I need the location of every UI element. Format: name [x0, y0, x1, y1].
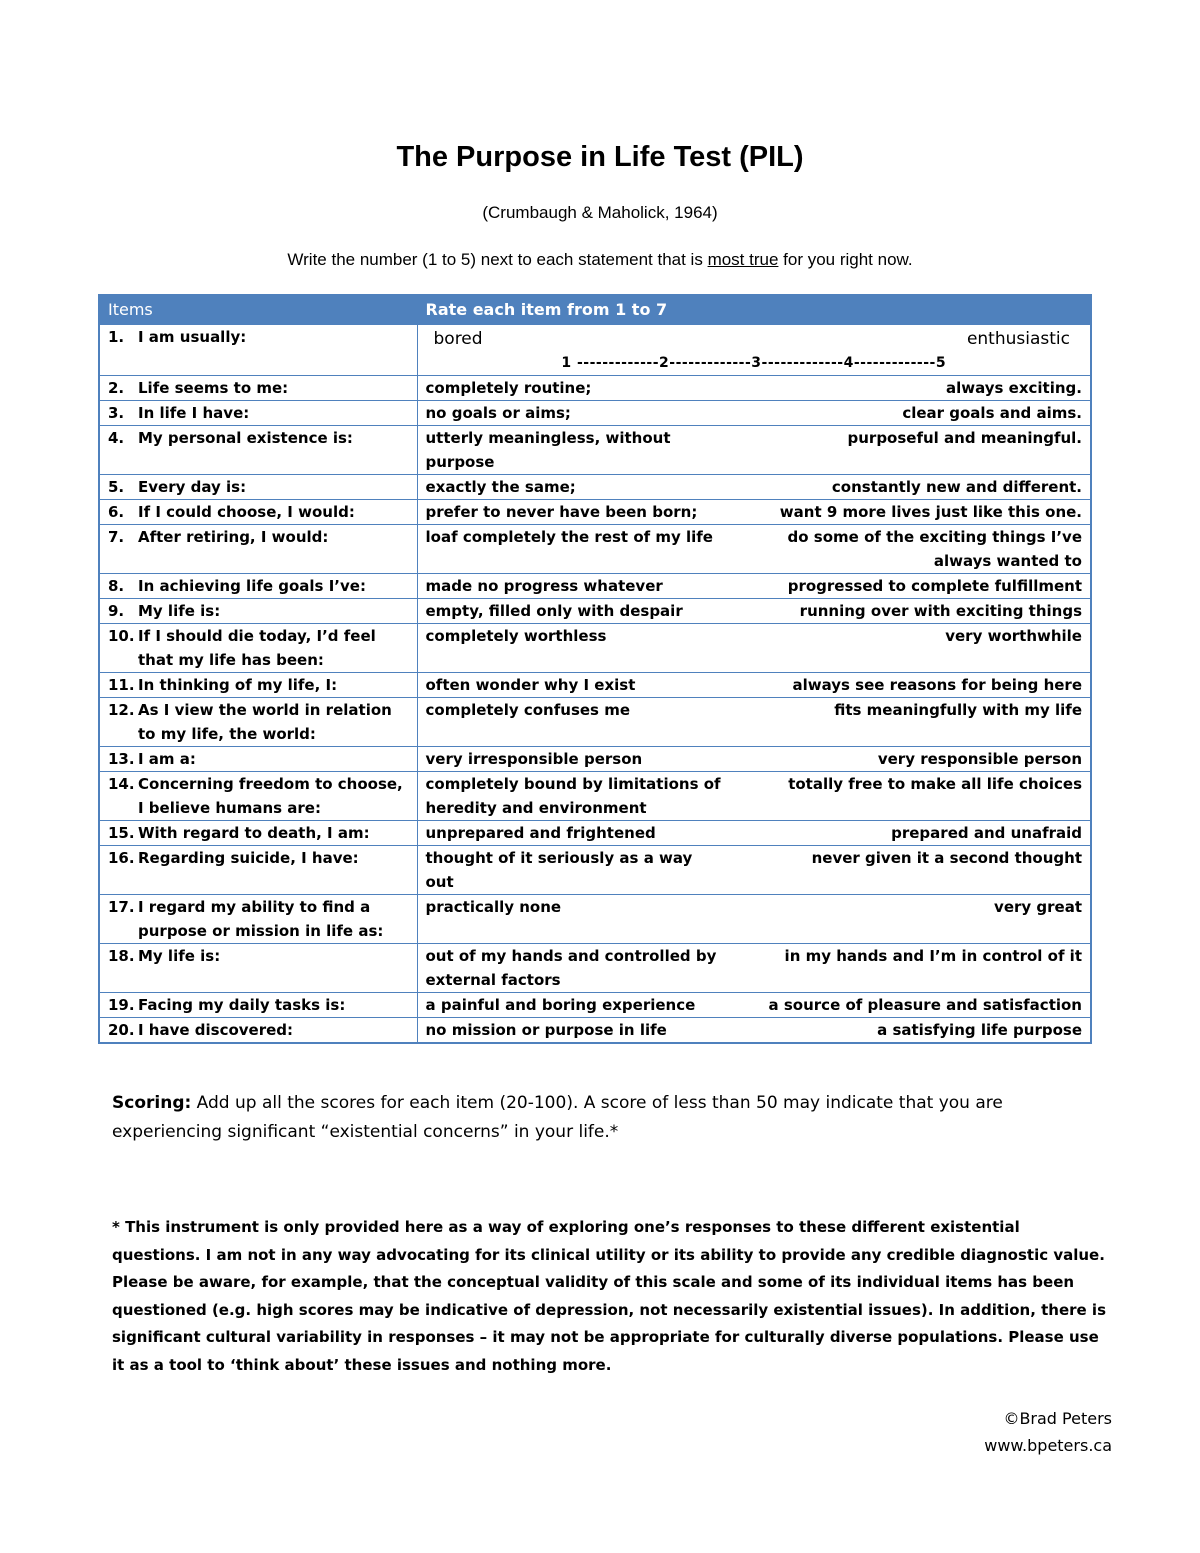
item-cell	[99, 599, 417, 624]
item-text: Every day is:	[138, 478, 247, 496]
table-row	[99, 895, 1091, 944]
item-number: 1.	[108, 328, 125, 346]
low-anchor: unprepared and frightened	[425, 824, 656, 842]
low-anchor: completely routine;	[425, 379, 592, 397]
header-rate: Rate each item from 1 to 7	[417, 295, 1091, 325]
item-number: 17.	[108, 898, 135, 916]
table-row	[99, 821, 1091, 846]
scoring-label: Scoring:	[112, 1093, 192, 1113]
item-cell	[99, 944, 417, 993]
item-text: I am usually:	[138, 328, 247, 346]
instruction-emphasis: most true	[707, 250, 779, 269]
item-text: In life I have:	[138, 404, 250, 422]
item-number: 18.	[108, 947, 135, 965]
rating-cell	[417, 944, 1091, 993]
item-cell	[99, 1018, 417, 1044]
rating-cell	[417, 993, 1091, 1018]
citation: (Crumbaugh & Maholick, 1964)	[482, 203, 718, 222]
low-anchor: completely bound by limitations of heredity and environment	[425, 775, 721, 817]
rating-cell	[417, 426, 1091, 475]
high-anchor: a satisfying life purpose	[877, 1021, 1082, 1039]
rating-cell	[417, 846, 1091, 895]
table-row	[99, 599, 1091, 624]
table-row	[99, 1018, 1091, 1044]
high-anchor: very worthwhile	[945, 627, 1082, 645]
table-row	[99, 574, 1091, 599]
rating-cell	[417, 574, 1091, 599]
item-cell	[99, 624, 417, 673]
rating-cell	[417, 772, 1091, 821]
rating-scale: 1 -------------2-------------3-------------4-------------5	[561, 355, 947, 371]
item-number: 4.	[108, 429, 125, 447]
item-number: 8.	[108, 577, 125, 595]
website-link[interactable]: www.bpeters.ca	[984, 1436, 1112, 1455]
item-text: If I could choose, I would:	[138, 503, 355, 521]
low-anchor: made no progress whatever	[425, 577, 663, 595]
high-anchor: always see reasons for being here	[792, 676, 1082, 694]
low-anchor: utterly meaningless, without purpose	[425, 429, 671, 471]
item-cell	[99, 993, 417, 1018]
instruction-before: Write the number (1 to 5) next to each statement that is	[287, 250, 708, 269]
item-cell	[99, 376, 417, 401]
rating-cell	[417, 895, 1091, 944]
item-cell	[99, 747, 417, 772]
high-anchor: very great	[994, 898, 1082, 916]
high-anchor: totally free to make all life choices	[788, 775, 1082, 793]
footer	[900, 1405, 1112, 1459]
rating-cell	[417, 821, 1091, 846]
item-text: Concerning freedom to choose, I believe humans are:	[138, 775, 403, 817]
rating-cell	[417, 698, 1091, 747]
low-anchor: prefer to never have been born;	[425, 503, 698, 521]
page-title: The Purpose in Life Test (PIL)	[396, 141, 804, 173]
rating-cell	[417, 325, 1091, 376]
item-text: In achieving life goals I’ve:	[138, 577, 366, 595]
high-anchor: never given it a second thought	[811, 849, 1082, 867]
item-number: 5.	[108, 478, 125, 496]
rating-cell	[417, 500, 1091, 525]
high-anchor: a source of pleasure and satisfaction	[768, 996, 1082, 1014]
low-anchor: practically none	[425, 898, 562, 916]
rating-cell	[417, 525, 1091, 574]
rating-cell	[417, 673, 1091, 698]
copyright: ©Brad Peters	[1003, 1409, 1112, 1428]
high-anchor: do some of the exciting things I’ve always wanted to	[787, 528, 1082, 570]
high-anchor: running over with exciting things	[799, 602, 1082, 620]
low-anchor: no goals or aims;	[425, 404, 571, 422]
item-text: As I view the world in relation to my life, the world:	[138, 701, 392, 743]
item-number: 11.	[108, 676, 135, 694]
header-items: Items	[99, 295, 417, 325]
table-row	[99, 376, 1091, 401]
item-number: 6.	[108, 503, 125, 521]
item-text: My life is:	[138, 602, 221, 620]
table-row	[99, 426, 1091, 475]
instruction	[0, 250, 1200, 270]
item-cell	[99, 821, 417, 846]
table-row	[99, 525, 1091, 574]
item-text: I have discovered:	[138, 1021, 294, 1039]
item-text: After retiring, I would:	[138, 528, 329, 546]
item-text: I regard my ability to find a purpose or mission in life as:	[138, 898, 384, 940]
table-row	[99, 475, 1091, 500]
item-cell	[99, 525, 417, 574]
item-number: 9.	[108, 602, 125, 620]
low-anchor: empty, filled only with despair	[425, 602, 683, 620]
low-anchor: completely worthless	[425, 627, 607, 645]
table-row	[99, 772, 1091, 821]
disclaimer: * This instrument is only provided here as a way of exploring one’s responses to these different existential questions. I am not in any way advocating for its clinical utility or its ability to provide any credible diagnostic value. Please be aware, for example, that the conceptual validity of this scale and some of its individual items has been questioned (e.g. high scores may be indicative of depression, not necessarily existential issues). In addition, there is significant cultural variability in responses – it may not be appropriate for culturally diverse populations. Please use it as a tool to ‘think about’ these issues and nothing more.	[112, 1218, 1106, 1374]
item-number: 12.	[108, 701, 135, 719]
item-text: I am a:	[138, 750, 196, 768]
high-anchor: prepared and unafraid	[891, 824, 1082, 842]
table-row	[99, 698, 1091, 747]
rating-cell	[417, 624, 1091, 673]
item-cell	[99, 673, 417, 698]
item-text: With regard to death, I am:	[138, 824, 370, 842]
low-anchor: no mission or purpose in life	[425, 1021, 667, 1039]
low-anchor: exactly the same;	[425, 478, 576, 496]
low-anchor: very irresponsible person	[425, 750, 643, 768]
table-row	[99, 673, 1091, 698]
low-anchor: out of my hands and controlled by external factors	[425, 947, 717, 989]
item-cell	[99, 574, 417, 599]
item-text: Regarding suicide, I have:	[138, 849, 359, 867]
item-number: 20.	[108, 1021, 135, 1039]
item-cell	[99, 426, 417, 475]
rating-cell	[417, 747, 1091, 772]
table-row	[99, 325, 1091, 376]
rating-cell	[417, 475, 1091, 500]
item-cell	[99, 475, 417, 500]
item-text: In thinking of my life, I:	[138, 676, 338, 694]
rating-cell	[417, 401, 1091, 426]
item-text: If I should die today, I’d feel that my life has been:	[138, 627, 376, 669]
item-number: 7.	[108, 528, 125, 546]
high-anchor: always exciting.	[945, 379, 1082, 397]
low-anchor: loaf completely the rest of my life	[425, 528, 713, 546]
table-row	[99, 993, 1091, 1018]
high-anchor: constantly new and different.	[831, 478, 1082, 496]
item-text: My personal existence is:	[138, 429, 353, 447]
rating-cell	[417, 599, 1091, 624]
item-cell	[99, 772, 417, 821]
item-text: Facing my daily tasks is:	[138, 996, 346, 1014]
high-anchor: in my hands and I’m in control of it	[784, 947, 1082, 965]
low-anchor: completely confuses me	[425, 701, 630, 719]
low-anchor: a painful and boring experience	[425, 996, 696, 1014]
item-cell	[99, 500, 417, 525]
scale-low-label: bored	[433, 329, 483, 349]
scale-high-label: enthusiastic	[966, 329, 1070, 349]
item-cell	[99, 846, 417, 895]
high-anchor: progressed to complete fulfillment	[787, 577, 1082, 595]
pil-table	[98, 294, 1092, 1044]
item-text: My life is:	[138, 947, 221, 965]
high-anchor: fits meaningfully with my life	[834, 701, 1082, 719]
item-number: 3.	[108, 404, 125, 422]
table-header-row	[99, 295, 1091, 325]
table-row	[99, 747, 1091, 772]
scoring-note	[112, 1089, 1112, 1147]
rating-cell	[417, 376, 1091, 401]
table-row	[99, 846, 1091, 895]
item-number: 14.	[108, 775, 135, 793]
item-cell	[99, 895, 417, 944]
item-number: 15.	[108, 824, 135, 842]
high-anchor: very responsible person	[877, 750, 1082, 768]
item-number: 19.	[108, 996, 135, 1014]
item-cell	[99, 401, 417, 426]
item-number: 16.	[108, 849, 135, 867]
item-number: 13.	[108, 750, 135, 768]
scoring-text: Add up all the scores for each item (20-100). A score of less than 50 may indicate that you are experiencing significant “existential concerns” in your life.*	[112, 1093, 1003, 1142]
high-anchor: purposeful and meaningful.	[847, 429, 1082, 447]
table-row	[99, 500, 1091, 525]
low-anchor: often wonder why I exist	[425, 676, 636, 694]
table-row	[99, 944, 1091, 993]
item-number: 2.	[108, 379, 125, 397]
item-number: 10.	[108, 627, 135, 645]
item-cell	[99, 698, 417, 747]
rating-cell	[417, 1018, 1091, 1044]
high-anchor: clear goals and aims.	[902, 404, 1082, 422]
instruction-after: for you right now.	[778, 250, 913, 269]
item-text: Life seems to me:	[138, 379, 289, 397]
item-cell	[99, 325, 417, 376]
table-row	[99, 401, 1091, 426]
table-row	[99, 624, 1091, 673]
low-anchor: thought of it seriously as a way out	[425, 849, 693, 891]
high-anchor: want 9 more lives just like this one.	[779, 503, 1082, 521]
